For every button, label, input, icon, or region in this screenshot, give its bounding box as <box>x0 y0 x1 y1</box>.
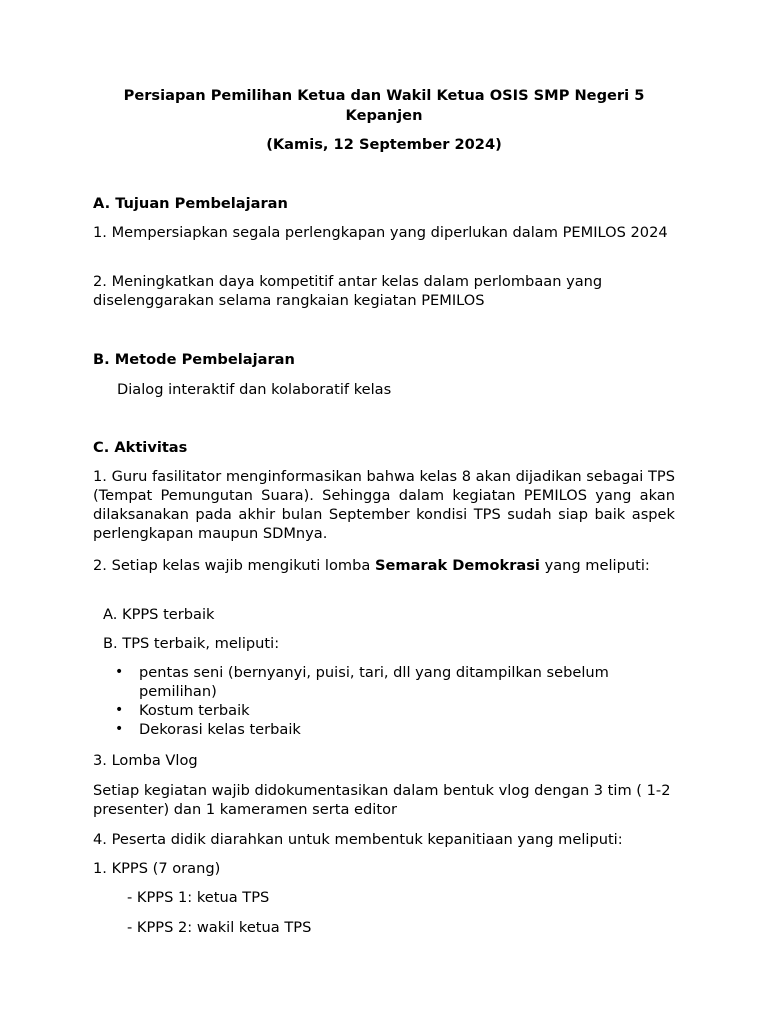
section-c-item-2-suffix: yang meliputi: <box>539 557 650 574</box>
bullet-icon: • <box>115 721 124 737</box>
document-title: Persiapan Pemilihan Ketua dan Wakil Ketua OSIS SMP Negeri 5 Kepanjen <box>123 87 645 124</box>
list-item <box>115 701 679 720</box>
tps-criteria-list <box>115 663 679 739</box>
section-c-item-3-description: Setiap kegiatan wajib didokumentasikan dalam bentuk vlog dengan 3 tim ( 1-2 presenter) dan 1 kameramen serta editor <box>93 782 671 818</box>
section-a-heading: A. Tujuan Pembelajaran <box>93 195 288 212</box>
list-item <box>115 720 679 739</box>
kpps-role-1: - KPPS 1: ketua TPS <box>127 889 270 906</box>
sub-item-b: B. TPS terbaik, meliputi: <box>103 635 280 652</box>
section-c-heading: C. Aktivitas <box>93 439 188 456</box>
document-date: (Kamis, 12 September 2024) <box>266 136 502 153</box>
section-b-heading: B. Metode Pembelajaran <box>93 351 295 368</box>
section-c-item-2-bold: Semarak Demokrasi <box>374 557 540 574</box>
bullet-icon: • <box>115 664 124 680</box>
list-item <box>115 663 679 701</box>
kpps-heading: 1. KPPS (7 orang) <box>93 860 221 877</box>
section-b-text: Dialog interaktif dan kolaboratif kelas <box>117 381 392 398</box>
section-c-item-2 <box>93 556 675 575</box>
section-c-item-2-prefix: 2. Setiap kelas wajib mengikuti lomba <box>93 557 375 574</box>
sub-item-a: A. KPPS terbaik <box>103 606 215 623</box>
section-a-item-2: 2. Meningkatkan daya kompetitif antar kelas dalam perlombaan yang diselenggarakan selama rangkaian kegiatan PEMILOS <box>93 273 603 309</box>
section-c-item-3: 3. Lomba Vlog <box>93 752 198 769</box>
bullet-icon: • <box>115 702 124 718</box>
kpps-role-2: - KPPS 2: wakil ketua TPS <box>127 919 312 936</box>
section-c-item-4: 4. Peserta didik diarahkan untuk membentuk kepanitiaan yang meliputi: <box>93 831 623 848</box>
list-item-text: Kostum terbaik <box>139 702 250 719</box>
list-item-text: Dekorasi kelas terbaik <box>139 721 301 738</box>
section-a-item-1: 1. Mempersiapkan segala perlengkapan yang diperlukan dalam PEMILOS 2024 <box>93 224 668 241</box>
list-item-text: pentas seni (bernyanyi, puisi, tari, dll yang ditampilkan sebelum pemilihan) <box>139 664 609 700</box>
section-c-item-1: 1. Guru fasilitator menginformasikan bahwa kelas 8 akan dijadikan sebagai TPS (Tempat Pemungutan Suara). Sehingga dalam kegiatan PEMILOS yang akan dilaksanakan pada akhir bulan September kondisi TPS sudah siap baik aspek perlengkapan maupun SDMnya. <box>93 468 675 542</box>
